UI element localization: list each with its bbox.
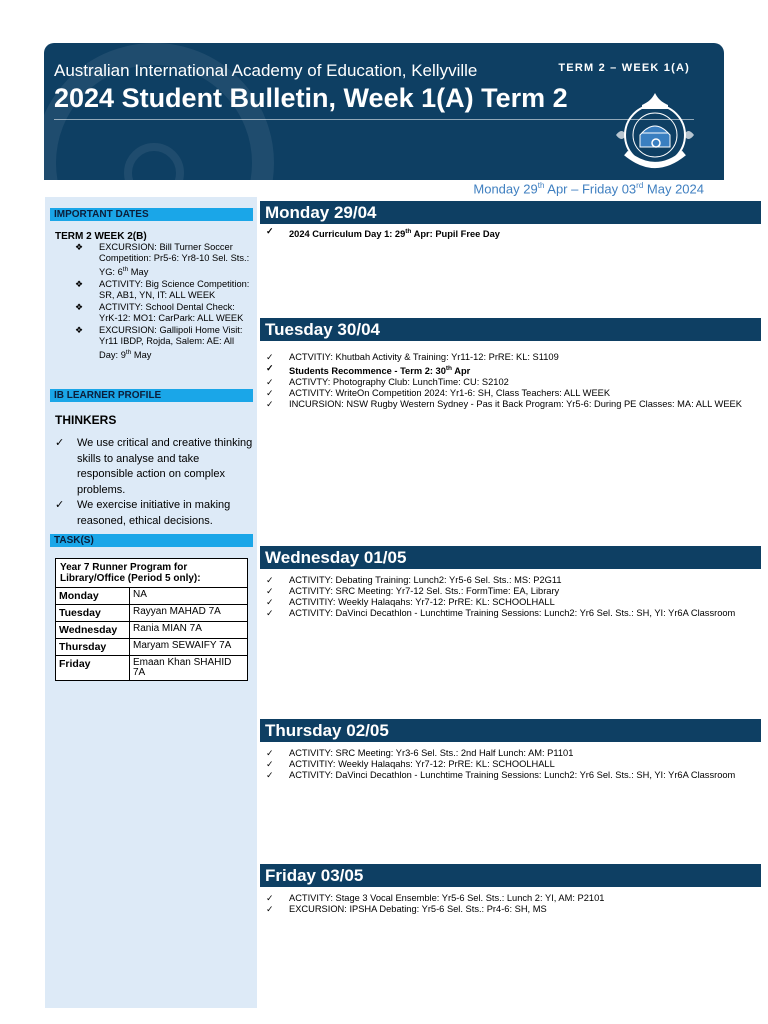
day-heading-monday: Monday 29/04 — [260, 201, 761, 224]
check-icon: ✓ — [266, 377, 274, 388]
date-range: Monday 29th Apr – Friday 03rd May 2024 — [473, 181, 704, 197]
runner-table-title: Year 7 Runner Program for Library/Office (Period 5 only): — [56, 559, 248, 588]
list-item: ❖ EXCURSION: Gallipoli Home Visit: Yr11 IBDP, Rojda, Salem: AE: All Day: 9th May — [75, 325, 243, 361]
list-item: ✓ EXCURSION: IPSHA Debating: Yr5-6 Sel. Sts.: Pr4-6: SH, MS — [266, 904, 547, 914]
header-banner — [44, 43, 724, 180]
runner-day: Wednesday — [56, 622, 130, 639]
list-item: ✓ INCURSION: NSW Rugby Western Sydney - Pas it Back Program: Yr5-6: During PE Classes: MA: ALL WEEK — [266, 399, 742, 410]
check-icon: ✓ — [266, 597, 274, 607]
list-item: ✓ ACTIVITIY: Weekly Halaqahs: Yr7-12: PrRE: KL: SCHOOLHALL — [266, 759, 555, 769]
check-icon: ✓ — [266, 893, 274, 903]
check-icon: ✓ — [266, 904, 274, 914]
list-item: ✓ 2024 Curriculum Day 1: 29th Apr: Pupil Free Day — [266, 226, 500, 240]
table-row — [56, 588, 248, 605]
list-item: ✓ ACTIVITY: SRC Meeting: Yr3-6 Sel. Sts.: 2nd Half Lunch: AM: P1101 — [266, 748, 574, 758]
diamond-bullet-icon: ❖ — [75, 242, 84, 252]
events-friday — [265, 893, 755, 915]
list-item: ✓ ACTIVITY: SRC Meeting: Yr7-12 Sel. Sts.: FormTime: EA, Library — [266, 586, 560, 596]
runner-program-table — [55, 558, 248, 681]
table-header-row — [56, 559, 248, 588]
important-dates-list — [75, 242, 251, 362]
diamond-bullet-icon: ❖ — [75, 302, 84, 313]
check-icon: ✓ — [266, 770, 274, 780]
day-heading-wednesday: Wednesday 01/05 — [260, 546, 761, 569]
term-week-label: TERM 2 – WEEK 1(A) — [558, 62, 690, 74]
profile-title: THINKERS — [55, 413, 117, 427]
check-icon: ✓ — [55, 499, 65, 511]
check-icon: ✓ — [266, 352, 274, 362]
tasks-heading: TASK(S) — [50, 534, 253, 547]
runner-day: Friday — [56, 656, 130, 681]
runner-student: Emaan Khan SHAHID 7A — [130, 656, 248, 681]
check-icon: ✓ — [266, 575, 274, 585]
events-thursday — [265, 748, 755, 781]
school-crest-icon — [612, 87, 698, 173]
list-item: ✓ ACTIVITY: DaVinci Decathlon - Lunchtime Training Sessions: Lunch2: Yr6 Sel. Sts.: SH, YI: Yr6A Classroom — [266, 770, 736, 780]
table-row — [56, 639, 248, 656]
runner-student: Rania MIAN 7A — [130, 622, 248, 639]
check-icon: ✓ — [266, 759, 274, 769]
check-icon: ✓ — [266, 586, 274, 596]
runner-day: Monday — [56, 588, 130, 605]
list-item: ❖ EXCURSION: Bill Turner Soccer Competition: Pr5-6: Yr8-10 Sel. Sts.: YG: 6th May — [75, 242, 250, 278]
table-row — [56, 622, 248, 639]
check-icon: ✓ — [266, 226, 274, 236]
header-rule — [54, 119, 694, 120]
bulletin-title: 2024 Student Bulletin, Week 1(A) Term 2 — [54, 83, 568, 113]
school-name: Australian International Academy of Education, Kellyville — [54, 61, 478, 80]
runner-day: Tuesday — [56, 605, 130, 622]
events-tuesday — [265, 352, 755, 410]
list-item: ✓ ACTIVITY: Debating Training: Lunch2: Yr5-6 Sel. Sts.: MS: P2G11 — [266, 575, 562, 585]
check-icon: ✓ — [266, 608, 274, 618]
events-wednesday — [265, 575, 755, 619]
term-week-heading: TERM 2 WEEK 2(B) — [55, 231, 147, 242]
check-icon: ✓ — [266, 363, 274, 373]
list-item: ✓ ACTIVITY: Stage 3 Vocal Ensemble: Yr5-6 Sel. Sts.: Lunch 2: YI, AM: P2101 — [266, 893, 605, 903]
list-item: ✓ We exercise initiative in making reasoned, ethical decisions. — [55, 499, 231, 527]
events-monday — [265, 226, 755, 240]
check-icon: ✓ — [55, 437, 65, 449]
list-item: ✓ We use critical and creative thinking skills to analyse and take responsible action on complex problems. — [55, 437, 253, 496]
list-item: ✓ ACTIVITIY: Weekly Halaqahs: Yr7-12: PrRE: KL: SCHOOLHALL — [266, 597, 555, 607]
table-row — [56, 656, 248, 681]
day-heading-tuesday: Tuesday 30/04 — [260, 318, 761, 341]
list-item: ✓ ACTIVITY: DaVinci Decathlon - Lunchtime Training Sessions: Lunch2: Yr6 Sel. Sts.: SH, YI: Yr6A Classroom — [266, 608, 736, 618]
runner-day: Thursday — [56, 639, 130, 656]
list-item: ✓ ACTIVITY: WriteOn Competition 2024: Yr1-6: SH, Class Teachers: ALL WEEK — [266, 388, 611, 399]
list-item: ✓ Students Recommence - Term 2: 30th Apr — [266, 363, 471, 377]
diamond-bullet-icon: ❖ — [75, 325, 84, 336]
list-item: ✓ ACTIVTY: Photography Club: LunchTime: CU: S2102 — [266, 377, 509, 388]
diamond-bullet-icon: ❖ — [75, 279, 84, 290]
list-item: ❖ ACTIVITY: Big Science Competition: SR, AB1, YN, IT: ALL WEEK — [75, 279, 250, 301]
list-item: ❖ ACTIVITY: School Dental Check: YrK-12: MO1: CarPark: ALL WEEK — [75, 302, 244, 324]
check-icon: ✓ — [266, 748, 274, 758]
day-heading-thursday: Thursday 02/05 — [260, 719, 761, 742]
runner-student: Maryam SEWAIFY 7A — [130, 639, 248, 656]
ib-learner-profile-heading: IB LEARNER PROFILE — [50, 389, 253, 402]
check-icon: ✓ — [266, 388, 274, 399]
profile-points — [53, 436, 253, 529]
important-dates-heading: IMPORTANT DATES — [50, 208, 253, 221]
day-heading-friday: Friday 03/05 — [260, 864, 761, 887]
sidebar — [45, 197, 257, 1008]
list-item: ✓ ACTVITIY: Khutbah Activity & Training: Yr11-12: PrRE: KL: S1109 — [266, 352, 559, 362]
runner-student: Rayyan MAHAD 7A — [130, 605, 248, 622]
check-icon: ✓ — [266, 399, 274, 410]
table-row — [56, 605, 248, 622]
runner-student: NA — [130, 588, 248, 605]
